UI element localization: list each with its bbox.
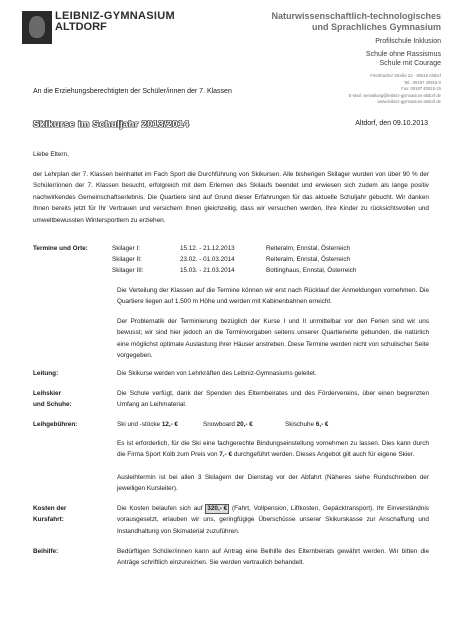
schedule-lager: Skilager I: bbox=[112, 245, 140, 252]
tag-line-2: Schule mit Courage bbox=[379, 60, 441, 67]
school-place: ALTDORF bbox=[55, 21, 107, 33]
kosten-text: Die Kosten belaufen sich auf bbox=[117, 505, 203, 512]
fee-ski-text: Ski und -stöcke bbox=[117, 421, 161, 428]
school-address bbox=[301, 73, 441, 106]
school-name: LEIBNIZ-GYMNASIUM bbox=[55, 10, 175, 22]
address-line: Fischbacher Straße 23 · 90518 Altdorf bbox=[370, 73, 441, 78]
binding-price: 7,- € bbox=[219, 451, 233, 459]
kosten-price: 320,- € bbox=[207, 505, 228, 512]
schedule-place: Reiteralm, Ennstal, Österreich bbox=[266, 256, 350, 263]
fee-skischuhe bbox=[285, 419, 328, 430]
schedule-paragraph-2: Der Problematik der Terminierung bezüglich der Kurse I und II unmittelbar vor den Ferien sind wir uns bewusst; wir sind hier jedoch an die Terminvorgaben seitens unserer Quartierwirte gebunden, die natürlich eine möglichst optimale Auslastung ihrer Häuser anstreben. Diese Termine werden nicht von schulischer Seite vorgegeben. bbox=[117, 318, 429, 360]
leihskier-label-1: Leihskier bbox=[33, 390, 62, 397]
greeting: Liebe Eltern, bbox=[33, 151, 69, 158]
fee-skischuhe-text: Skischuhe bbox=[285, 421, 315, 428]
fee-ski bbox=[117, 419, 178, 430]
schedule-label: Termine und Orte: bbox=[33, 245, 88, 252]
binding-text-end: durchgeführt werden. Dieses Angebot gilt auch für eigene Skier. bbox=[233, 451, 415, 459]
schedule-dates: 15.03. - 21.03.2014 bbox=[180, 267, 235, 274]
address-line: Tel.: 09187 40915-0 bbox=[403, 79, 441, 85]
fee-snowboard-price: 20,- € bbox=[236, 421, 253, 428]
schedule-dates: 23.02. - 01.03.2014 bbox=[180, 256, 235, 263]
schedule-dates: 15.12. - 21.12.2013 bbox=[180, 245, 235, 252]
binding-paragraph bbox=[117, 438, 429, 461]
schedule-lager: Skilager III: bbox=[112, 267, 144, 274]
leitung-text: Die Skikurse werden von Lehrkräften des Leibniz-Gymnasiums geleitet. bbox=[117, 370, 317, 377]
letter-title: Skikurse im Schuljahr 2013/2014 bbox=[33, 119, 190, 130]
binding-text: Es ist erforderlich, für die Ski eine fachgerechte Bindungseinstellung vornehmen zu lassen. Dies kann durch die Firma Sport Kolb zum Preis von bbox=[117, 440, 429, 459]
schedule-place: Reiteralm, Ennstal, Österreich bbox=[266, 245, 350, 252]
leitung-label: Leitung: bbox=[33, 370, 59, 377]
address-line: www.leibniz-gymnasium-altdorf.de bbox=[377, 99, 441, 104]
schedule-place: Bottinghaus, Ennstal, Österreich bbox=[266, 267, 357, 274]
address-line: Fax: 09187 40915-15 bbox=[401, 86, 441, 91]
profile-line-1: Naturwissenschaftlich-technologisches bbox=[271, 11, 441, 21]
beihilfe-text: Bedürftigen Schüler/innen kann auf Antrag eine Beihilfe des Elternbeirats gewährt werden. Wir bitten die Anträge schriftlich einzureichen. Sie werden vertraulich behandelt. bbox=[117, 548, 429, 567]
fee-snowboard bbox=[203, 419, 253, 430]
fee-ski-price: 12,- € bbox=[161, 421, 178, 428]
leihskier-label-2: und Schuhe: bbox=[33, 401, 72, 408]
kosten-text-overflow: Ihr Einverständnis vorausgesetzt, erlauben wir uns, geringfügige Überschüsse unserer Skikurskasse zur Anschaffung und Instandhaltung von Skimaterial zuzuführen. bbox=[117, 505, 429, 535]
letter-date: Altdorf, den 09.10.2013 bbox=[355, 120, 428, 127]
address-line: E-Mail: verwaltung@leibniz-gymnasium-altdorf.de bbox=[348, 92, 441, 98]
profile-line-2: und Sprachliches Gymnasium bbox=[311, 22, 441, 32]
beihilfe-label: Beihilfe: bbox=[33, 548, 59, 555]
profile-line-3: Profilschule Inklusion bbox=[375, 38, 441, 45]
leihgebuehren-label: Leihgebühren: bbox=[33, 421, 78, 428]
schedule-paragraph-1: Die Verteilung der Klassen auf die Termine können wir erst nach Rücklauf der Anmeldungen vornehmen. Die Quartiere liegen auf 1.500 m Höhe und werden mit Kabinenbahnen erreicht. bbox=[117, 287, 429, 306]
schedule-lager: Skilager II: bbox=[112, 256, 142, 263]
fee-skischuhe-price: 6,- € bbox=[315, 421, 329, 428]
intro-paragraph: der Lehrplan der 7. Klassen beinhaltet im Fach Sport die Durchführung von Skikursen. Alle bisherigen Skilager wurden von über 90 % der Schüler/innen der 7. Klassen besucht, erfolgreich mit dem Erlernen des Skilaufs beendet und erwiesen sich zudem als lange positiv nachwirkendes Gemeinschaftserlebnis. Die Quartiere sind auf Grund dieser Erfahrungen für das aktuelle Schuljahr gebucht. Wir danken Ihnen bereits jetzt für Ihr Vertrauen und versichern Ihnen gleichzeitig, dass wir versuchen werden, Ihre Kinder zu rücksichtsvollen und umweltbewussten Wintersportlern zu erziehen. bbox=[33, 171, 429, 224]
leibniz-portrait-icon bbox=[29, 16, 45, 38]
tag-line-1: Schule ohne Rassismus bbox=[365, 51, 441, 58]
ausleih-paragraph: Ausleihtermin ist bei allen 3 Skilagern der Dienstag vor der Abfahrt (Näheres siehe Rundschreiben der jeweiligen Kursleiter). bbox=[117, 474, 429, 493]
recipient-line: An die Erziehungsberechtigten der Schüler/innen der 7. Klassen bbox=[33, 88, 232, 95]
kosten-label-2: Kursfahrt: bbox=[33, 516, 64, 523]
leihskier-text: Die Schule verfügt, dank der Spenden des Elternbeirates und des Fördervereins, über einen begrenzten Umfang an Leihmaterial. bbox=[117, 390, 429, 409]
kosten-paragraph bbox=[117, 503, 429, 537]
kosten-label-1: Kosten der bbox=[33, 505, 67, 512]
kosten-text-details: (Fahrt, Vollpension, Liftkosten, Gepäcktransport). bbox=[232, 505, 374, 512]
fee-snowboard-text: Snowboard bbox=[203, 421, 235, 428]
